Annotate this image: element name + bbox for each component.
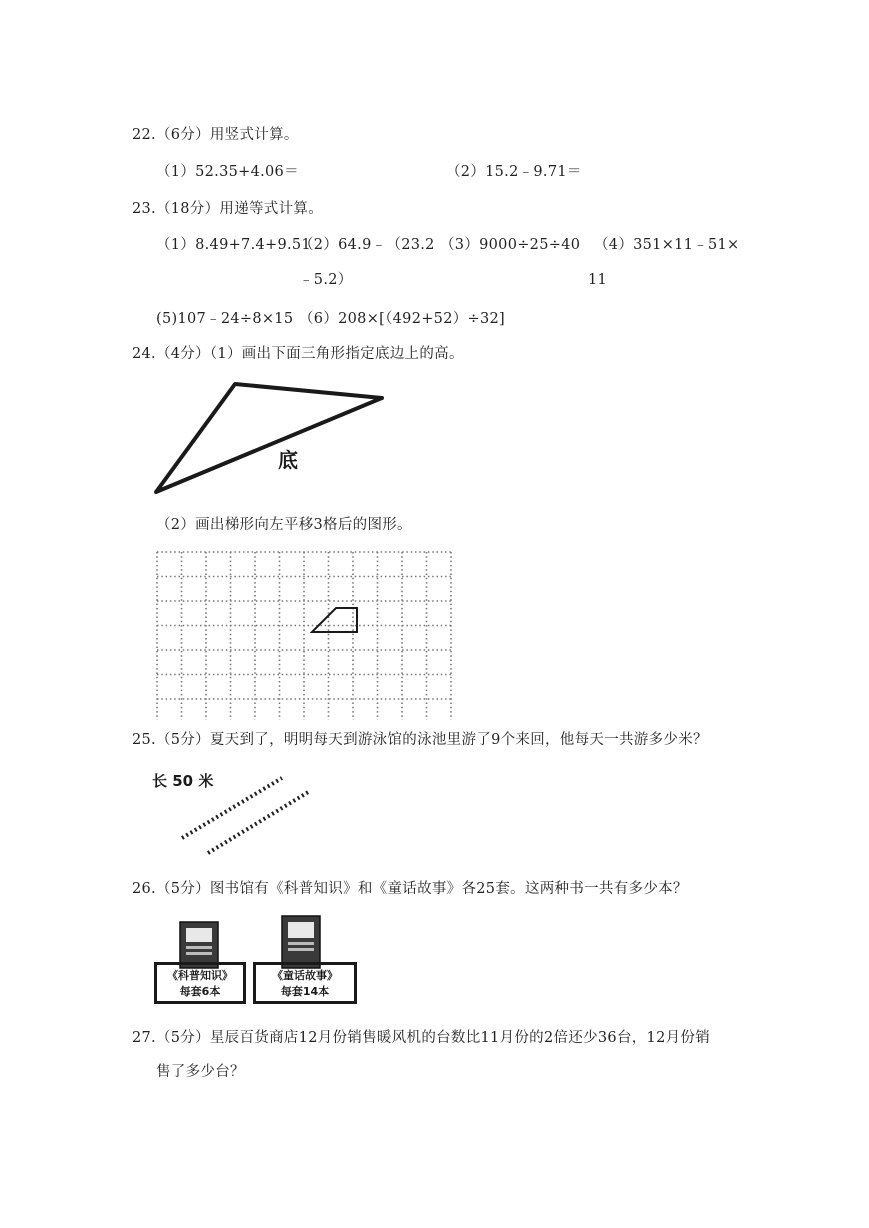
lane-rope-2 — [208, 791, 310, 853]
q23-part2-line1: （2）64.9﹣（23.2 — [299, 237, 435, 253]
triangle-base-label: 底 — [278, 448, 298, 472]
q24-part2: （2）画出梯形向左平移3格后的图形。 — [156, 517, 412, 533]
q24-title: 24.（4分）（1）画出下面三角形指定底边上的高。 — [132, 346, 464, 362]
q23-part5: (5)107﹣24÷8×15 — [156, 311, 294, 327]
book-sets-figure — [150, 912, 366, 1010]
book2-quantity: 每套14本 — [280, 985, 330, 998]
q23-part2-line2: ﹣5.2） — [299, 272, 353, 288]
book1-card — [154, 962, 246, 1004]
q26-title: 26.（5分）图书馆有《科普知识》和《童话故事》各25套。这两种书一共有多少本？ — [132, 881, 688, 897]
q23-part1: （1）8.49+7.4+9.51 — [156, 237, 311, 253]
q22-part2: （2）15.2﹣9.71＝ — [446, 164, 582, 180]
q23-part6: （6）208×[（492+52）÷32] — [299, 311, 505, 327]
dotted-grid-figure — [150, 545, 468, 720]
triangle-figure — [150, 378, 390, 500]
book2-card — [253, 962, 357, 1004]
pool-lanes-figure — [170, 768, 320, 863]
book2-name: 《童话故事》 — [272, 969, 338, 982]
book1-name: 《科普知识》 — [167, 969, 233, 982]
pool-length-label: 长 50 米 — [152, 772, 214, 790]
q25-title: 25.（5分）夏天到了，明明每天到游泳馆的泳池里游了9个来回，他每天一共游多少米？ — [132, 732, 708, 748]
q27-line1: 27.（5分）星辰百货商店12月份销售暖风机的台数比11月份的2倍还少36台，12月份销 — [132, 1030, 711, 1046]
q23-title: 23.（18分）用递等式计算。 — [132, 201, 324, 217]
q27-line2: 售了多少台？ — [156, 1064, 245, 1080]
q23-part4-line1: （4）351×11﹣51× — [594, 237, 740, 253]
triangle-shape — [156, 384, 382, 492]
book1-quantity: 每套6本 — [179, 985, 221, 998]
q23-part4-line2: 11 — [588, 272, 608, 288]
trapezoid-shape — [312, 608, 357, 632]
grid-lines — [157, 552, 451, 720]
lane-rope-1 — [182, 778, 282, 838]
q22-title: 22.（6分）用竖式计算。 — [132, 127, 299, 143]
q22-part1: （1）52.35+4.06＝ — [156, 164, 299, 180]
q23-part3: （3）9000÷25÷40 — [440, 237, 581, 253]
